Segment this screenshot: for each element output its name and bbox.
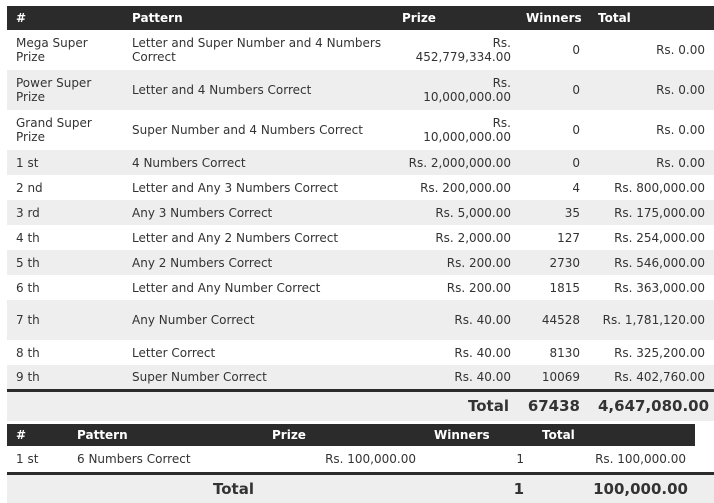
row-winners: 1815	[549, 280, 580, 295]
row-prize: Rs. 10,000,000.00	[393, 70, 517, 110]
row-total: Rs. 1,781,120.00	[589, 300, 714, 340]
table-row	[7, 340, 714, 365]
row-pattern: Letter and Any 3 Numbers Correct	[132, 180, 339, 195]
row-rank: 9 th	[7, 365, 123, 390]
row-total: Rs. 0.00	[589, 150, 714, 175]
row-winners: 1	[516, 451, 524, 466]
table-row	[7, 275, 714, 300]
row-total: Rs. 800,000.00	[614, 180, 705, 195]
row-prize: Rs. 100,000.00	[325, 451, 416, 466]
table-row	[7, 250, 714, 275]
header-prize: Prize	[263, 424, 425, 446]
row-pattern: Letter and 4 Numbers Correct	[123, 70, 393, 110]
row-winners: 0	[572, 43, 580, 57]
row-pattern: 6 Numbers Correct	[77, 451, 191, 466]
row-pattern: Any Number Correct	[123, 300, 393, 340]
total-row	[7, 474, 714, 503]
total-amount: 4,647,080.00	[589, 390, 714, 421]
header-winners: Winners	[517, 6, 589, 30]
row-rank: 6 th	[16, 280, 40, 295]
total-winners: 67438	[517, 390, 589, 421]
row-pattern: Letter and Any 2 Numbers Correct	[132, 230, 339, 245]
table-row	[7, 175, 714, 200]
row-prize: Rs. 40.00	[454, 345, 511, 360]
row-winners: 0	[572, 123, 580, 137]
row-total: Rs. 325,200.00	[614, 345, 705, 360]
header-pattern: Pattern	[68, 424, 263, 446]
row-winners: 10069	[517, 365, 589, 390]
row-pattern: Letter and Any Number Correct	[132, 280, 321, 295]
row-rank: 4 th	[16, 230, 40, 245]
row-winners: 0	[517, 70, 589, 110]
row-prize: Rs. 40.00	[393, 365, 517, 390]
header-winners: Winners	[425, 424, 533, 446]
row-total: Rs. 0.00	[656, 123, 705, 137]
row-prize: Rs. 5,000.00	[393, 200, 517, 225]
total-winners: 1	[425, 474, 533, 503]
row-total: Rs. 0.00	[589, 70, 714, 110]
table-row	[7, 30, 714, 70]
header-prize: Prize	[393, 6, 517, 30]
table-row	[7, 300, 714, 340]
row-winners: 44528	[517, 300, 589, 340]
row-pattern: Letter and Super Number and 4 Numbers Correct	[132, 36, 382, 64]
row-pattern: Super Number and 4 Numbers Correct	[132, 123, 363, 137]
prize-table	[7, 6, 714, 421]
row-winners: 0	[517, 150, 589, 175]
row-rank: 1 st	[16, 451, 39, 466]
header-rank: #	[7, 424, 68, 446]
row-total: Rs. 0.00	[656, 43, 705, 57]
row-winners: 2730	[517, 250, 589, 275]
row-total: Rs. 546,000.00	[589, 250, 714, 275]
row-total: Rs. 363,000.00	[614, 280, 705, 295]
secondary-prize-table	[7, 424, 695, 471]
row-prize: Rs. 200,000.00	[420, 180, 511, 195]
table-row	[7, 70, 714, 110]
row-winners: 127	[557, 230, 580, 245]
header-total: Total	[589, 6, 714, 30]
header-total: Total	[533, 424, 695, 446]
header-pattern: Pattern	[123, 6, 393, 30]
row-pattern: 4 Numbers Correct	[123, 150, 393, 175]
table-row	[7, 200, 714, 225]
row-rank: Mega Super Prize	[16, 36, 88, 64]
row-pattern: Any 3 Numbers Correct	[123, 200, 393, 225]
row-total: Rs. 100,000.00	[595, 451, 686, 466]
row-total: Rs. 175,000.00	[589, 200, 714, 225]
row-prize: Rs. 2,000,000.00	[393, 150, 517, 175]
row-prize: Rs. 200.00	[446, 280, 511, 295]
total-label: Total	[68, 474, 263, 503]
row-rank: Grand Super Prize	[16, 116, 92, 144]
row-rank: 3 rd	[7, 200, 123, 225]
row-total: Rs. 254,000.00	[614, 230, 705, 245]
table-row	[7, 365, 714, 390]
row-winners: 4	[572, 180, 580, 195]
table-row	[7, 150, 714, 175]
row-rank: 8 th	[16, 345, 40, 360]
table-header-row	[7, 6, 714, 30]
header-rank: #	[7, 6, 123, 30]
secondary-total-table	[7, 472, 714, 503]
row-prize: Rs. 200.00	[393, 250, 517, 275]
total-amount: 100,000.00	[533, 474, 714, 503]
total-row	[7, 390, 714, 421]
total-label: Total	[393, 390, 517, 421]
row-prize: Rs. 10,000,000.00	[423, 116, 511, 144]
row-total: Rs. 402,760.00	[589, 365, 714, 390]
table-row	[7, 446, 695, 471]
row-winners: 8130	[549, 345, 580, 360]
row-pattern: Super Number Correct	[123, 365, 393, 390]
row-rank: 5 th	[7, 250, 123, 275]
table-header-row	[7, 424, 695, 446]
row-rank: 1 st	[7, 150, 123, 175]
row-pattern: Any 2 Numbers Correct	[123, 250, 393, 275]
row-winners: 35	[517, 200, 589, 225]
row-prize: Rs. 452,779,334.00	[415, 36, 511, 64]
row-rank: 2 nd	[16, 180, 43, 195]
table-row	[7, 225, 714, 250]
row-rank: Power Super Prize	[7, 70, 123, 110]
row-prize: Rs. 2,000.00	[435, 230, 511, 245]
table-row	[7, 110, 714, 150]
row-prize: Rs. 40.00	[393, 300, 517, 340]
row-rank: 7 th	[7, 300, 123, 340]
row-pattern: Letter Correct	[132, 345, 216, 360]
